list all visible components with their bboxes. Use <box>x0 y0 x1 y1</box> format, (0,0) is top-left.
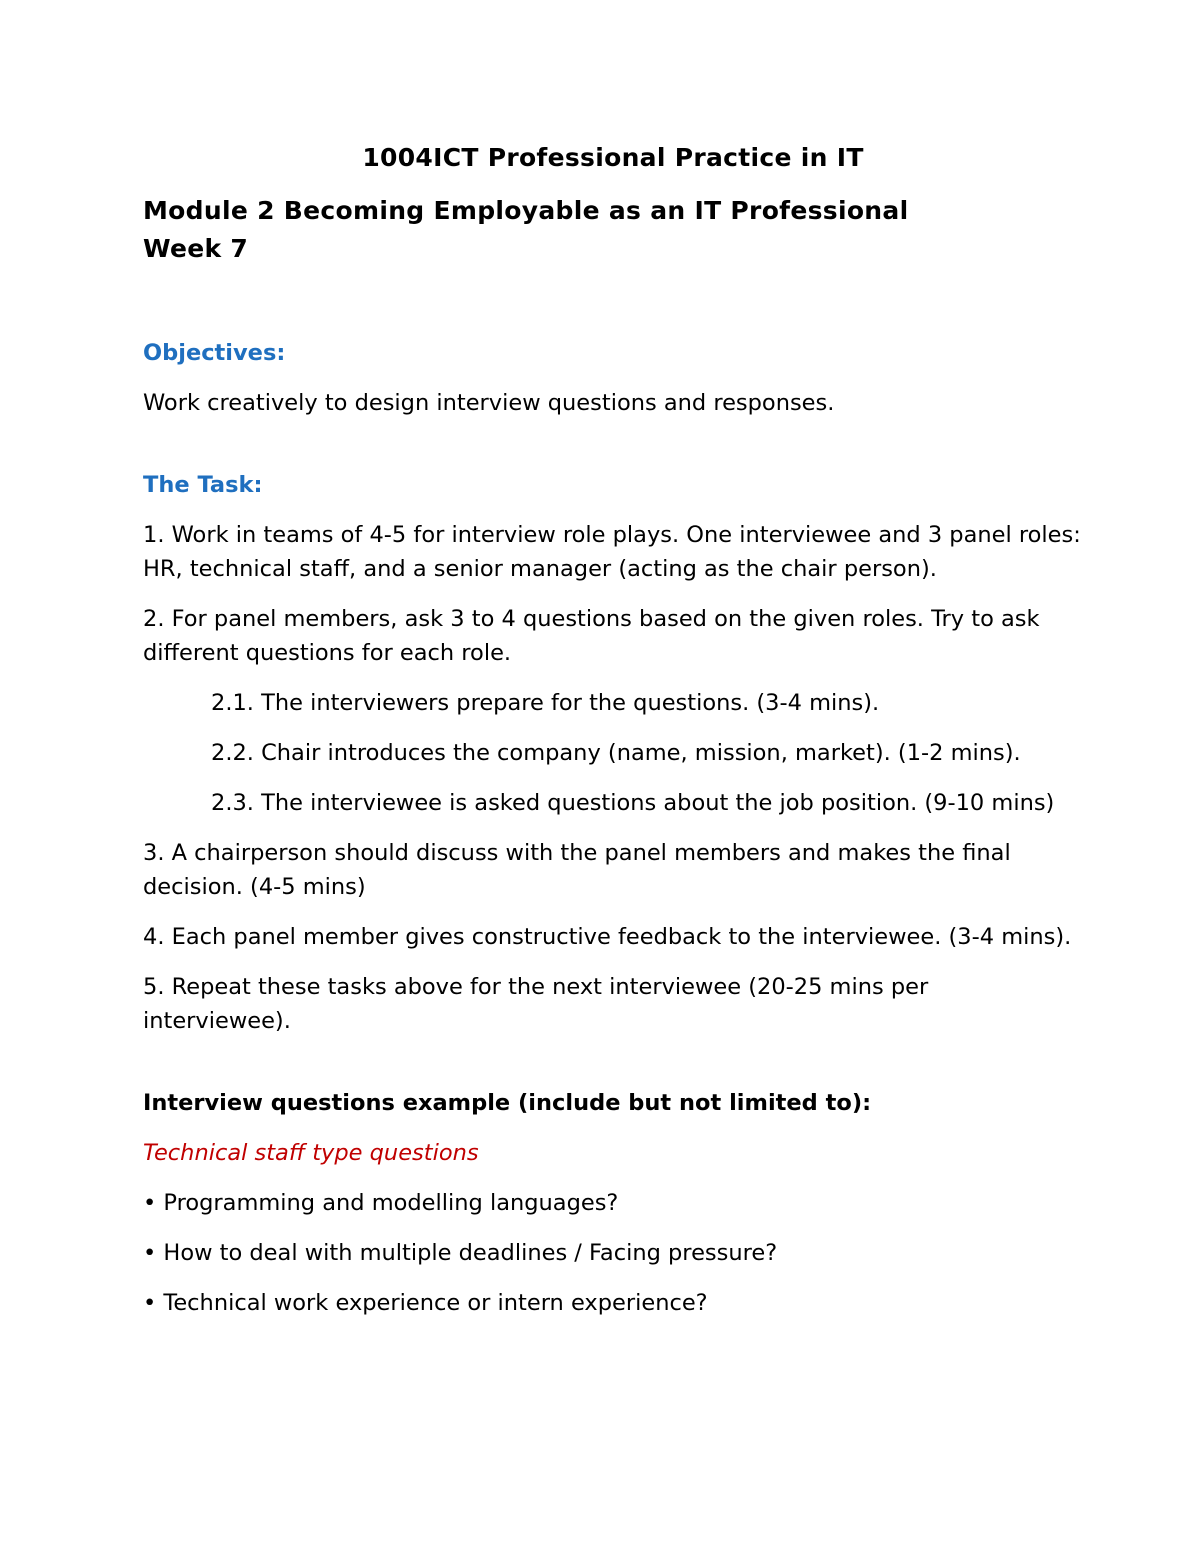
technical-questions-heading: Technical staff type questions <box>143 1140 479 1166</box>
module-title: Module 2 Becoming Employable as an IT Professional <box>143 196 909 225</box>
bullet-item: • Technical work experience or intern experience? <box>143 1290 708 1316</box>
document-page <box>143 140 1083 1320</box>
week-label: Week 7 <box>143 234 249 263</box>
task-subitem-2-3: 2.3. The interviewee is asked questions about the job position. (9-10 mins) <box>211 790 1055 816</box>
task-subitem-2-2: 2.2. Chair introduces the company (name, mission, market). (1-2 mins). <box>211 740 1021 766</box>
task-item-2: 2. For panel members, ask 3 to 4 questions based on the given roles. Try to ask different questions for each role. <box>143 606 1040 666</box>
task-item-5: 5. Repeat these tasks above for the next interviewee (20-25 mins per interviewee). <box>143 974 929 1034</box>
objectives-heading: Objectives: <box>143 340 286 366</box>
interview-heading: Interview questions example (include but not limited to): <box>143 1090 872 1116</box>
task-subitem-2-1: 2.1. The interviewers prepare for the questions. (3-4 mins). <box>211 690 880 716</box>
task-item-1: 1. Work in teams of 4-5 for interview role plays. One interviewee and 3 panel roles: HR, technical staff, and a senior manager (acting as the chair person). <box>143 522 1081 582</box>
course-title: 1004ICT Professional Practice in IT <box>362 143 864 172</box>
task-item-3: 3. A chairperson should discuss with the panel members and makes the final decision. (4-5 mins) <box>143 840 1011 900</box>
bullet-item: • How to deal with multiple deadlines / Facing pressure? <box>143 1240 778 1266</box>
bullet-item: • Programming and modelling languages? <box>143 1190 619 1216</box>
task-heading: The Task: <box>143 472 263 498</box>
objectives-text: Work creatively to design interview questions and responses. <box>143 390 835 416</box>
task-item-4: 4. Each panel member gives constructive feedback to the interviewee. (3-4 mins). <box>143 924 1072 950</box>
